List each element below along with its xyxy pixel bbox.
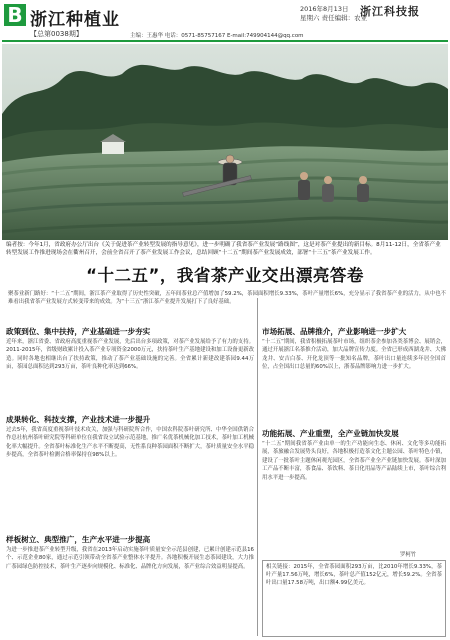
article-credit: 罗柯竹 [400,552,417,558]
section-heading-policy: 政策到位、集中扶持，产业基础进一步夯实 [6,327,151,336]
section-heading-market: 市场拓展、品牌推介，产业影响进一步扩大 [262,327,407,336]
section-body-function: “十二五”期间我省茶产业由单一的生产功能向生态、休闲、文化等多功能拓展，茶旅融合发展势头良好，各地积极打造茶文化主题公园、茶叶特色小镇，建设了一批茶叶主题休闲观光园区，全省茶产业全产业链加快发展。茶叶深加工产品不断丰富，茶食品、茶饮料、茶日化用品等产品陆续上市，茶叶综合利用水平进一步提高。 [262,441,446,481]
section-title: 浙江种植业 [30,10,120,30]
tea-plantation-illustration [2,44,448,240]
section-body-policy: 近年来，浙江省委、省政府高度重视茶产业发展，先后出台多项政策，对茶产业发展给予了有力的支持。2011-2015年，省级财政累计投入茶产业专项资金2000万元，扶持茶叶生产基地建设和加工设备更新改造。同时各地也相继出台了扶持政策，推动了茶产业基础设施的完善。全省累计新建改建茶园9.44万亩，茶园总面积达到293万亩，茶叶良种化率达到66%。 [6,339,254,371]
section-heading-models: 样板树立、典型推广，生产水平进一步提高 [6,535,151,544]
header-rule [2,40,448,42]
issue-date [300,4,367,22]
section-body-models: 为进一步推进茶产业转型升级，我省在2013年启动实施茶叶质量安全示范县创建，已累计创建示范县16个、示范企业80家，通过示范引领带动全省茶产业整体水平提升。各地积极开展生态茶园建设，大力推广茶园绿色防控技术，茶叶生产逐步向规模化、标准化、品牌化方向发展，茶产业综合效益明显提高。 [6,547,254,570]
issue-date-line: 2016年8月13日 [300,5,349,13]
edition-number: 【总第0038期】 [30,30,83,38]
newspaper-logo: 浙江科技报 [360,5,420,18]
related-link-box: 相关链接：2015年，全省茶园面积293万亩，比2010年增长9.33%，茶叶产量17.56万吨，增长6%，茶叶总产值152亿元，增长59.2%。全省茶叶出口量17.58万吨，出口额4.99亿美元。 [262,560,446,637]
section-heading-function: 功能拓展、产业重塑，全产业链加快发展 [262,429,399,438]
article-lead: 聚茶业新门路好：“十二五”期间，浙江茶产业取得了历史性突破，五年间茶业总产值增加了59.2%，茶园面积增长9.33%，茶叶产量增长6%，充分显示了我省茶产业的活力，从中也不难看出我省茶产业发展方式转变带来的成效。为“十三五”浙江茶产业提升发展打下了良好基础。 [8,291,446,306]
section-heading-technology: 成果转化、科技支撑，产业技术进一步提升 [6,415,151,424]
tea-plantation-photo [2,44,448,240]
section-letter-badge: B [4,4,26,26]
section-body-market: “十二五”期间，我省积极拓展茶叶市场，组织茶企参加各类茶博会、展销会，通过开展浙江名茶推介活动，加大品牌宣传力度。全省已形成西湖龙井、大佛龙井、安吉白茶、开化龙顶等一批知名品牌，茶叶出口量连续多年居全国首位，占全国出口总量的60%以上，浙茶品牌影响力进一步扩大。 [262,339,446,371]
page-header [0,0,450,46]
column-divider [257,298,258,636]
issue-weekday-line: 星期六 责任编辑：农业 [300,14,368,22]
article-headline: “十二五”，我省茶产业交出漂亮答卷 [86,266,364,285]
photo-caption: 编者按：今年1月，省政府办公厅出台《关于促进茶产业转型发展的指导意见》，进一步明确了我省茶产业发展“路线图”，这是对茶产业提出的新目标。8月11-12日，全省茶产业转型发展工作推进现场会在衢州召开，会前全省召开了茶产业发展工作会议，总结回顾“十二五”期间茶产业发展成效，部署“十三五”茶产业发展工作。 [6,242,441,256]
section-body-technology: 过去5年，我省高度重视茶叶技术攻关，加强与科研院所合作，中国农科院茶叶研究所、中华全国供销合作总社杭州茶叶研究院等科研单位在我省设立试验示范基地，推广名优茶机械化加工技术，茶叶加工机械化率大幅提升。全省茶叶标准化生产水平不断提高，无性系良种茶园面积不断扩大，茶叶质量安全水平稳步提高，全省茶叶检测合格率保持在98%以上。 [6,427,254,459]
editor-contact-line: 主编：王惠华 电话：0571-85757167 E-mail:749904144@qq.com [130,33,304,39]
